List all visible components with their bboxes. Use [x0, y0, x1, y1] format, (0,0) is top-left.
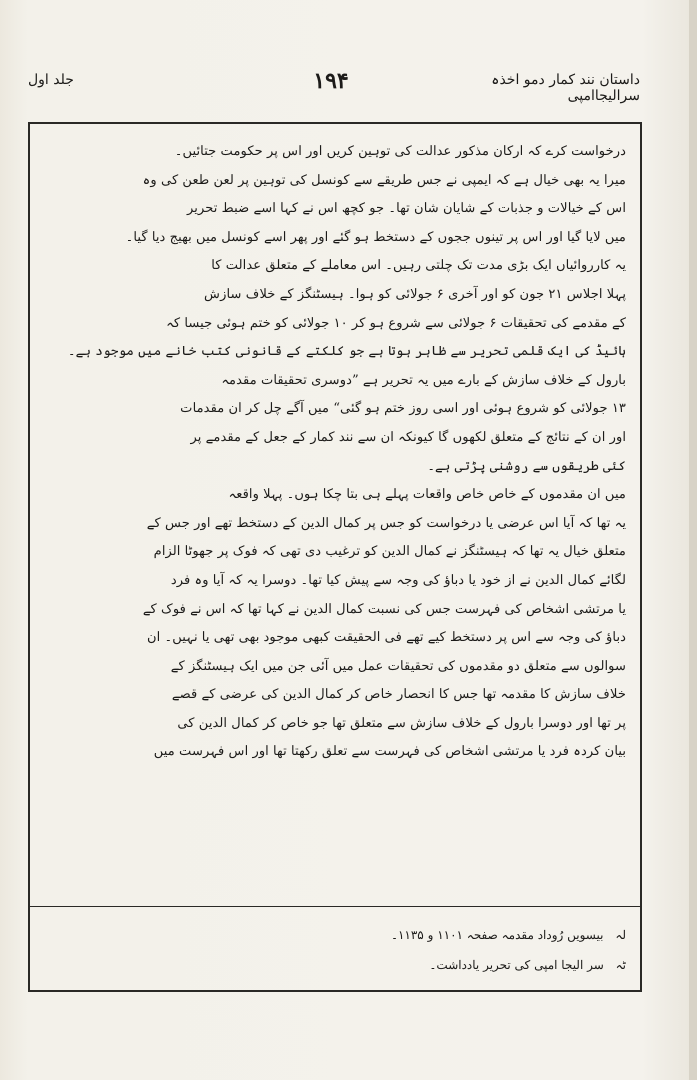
- text-line: پہلا اجلاس ۲۱ جون کو اور آخری ۶ جولائی کو ہوا۔ ہیسٹنگز کے خلاف سازش: [204, 286, 626, 302]
- running-title: داستان نند کمار دمو اخذہ سرالیجاامپی: [491, 72, 640, 104]
- text-frame: [28, 122, 642, 992]
- footnote-text: سر الیجا امپی کی تحریر یادداشت۔: [429, 958, 604, 972]
- footnotes: [44, 920, 626, 980]
- text-line: متعلق خیال یہ تھا کہ ہیسٹنگز نے کمال الدین کو ترغیب دی تھی کہ فوک پر جھوٹا الزام: [153, 544, 626, 560]
- volume-label: جلد اول: [28, 72, 74, 88]
- text-line: ۱۳ جولائی کو شروع ہوئی اور اسی روز ختم ہو گئی“ میں آگے چل کر ان مقدمات: [180, 401, 626, 417]
- text-line: میں ان مقدموں کے خاص خاص واقعات پہلے ہی بتا چکا ہوں۔ پہلا واقعہ: [228, 487, 626, 503]
- text-line: کئی طریقوں سے روشنی پڑتی ہے۔: [427, 458, 626, 474]
- text-line: ہائیڈ کی ایک قلمی تحریر سے ظاہر ہوتا ہے جو کلکتے کے قانونی کتب خانے میں موجود ہے۔: [67, 344, 626, 360]
- page-header: [28, 68, 640, 108]
- footnote: [44, 950, 626, 980]
- footnote-mark: ٹہ: [615, 958, 626, 972]
- text-line: اس کے خیالات و جذبات کے شایان شان تھا۔ جو کچھ اس نے کہا اسے ضبط تحریر: [187, 201, 626, 217]
- text-line: بارول کے خلاف سازش کے بارے میں یہ تحریر ہے ”دوسری تحقیقات مقدمہ: [221, 372, 626, 388]
- text-line: دباؤ کی وجہ سے اس پر دستخط کیے تھے فی الحقیقت کبھی موجود بھی تھی یا نہیں۔ ان: [146, 630, 626, 646]
- footnote: [44, 920, 626, 950]
- text-line: میرا یہ بھی خیال ہے کہ ایمپی نے جس طریقے سے کونسل کی توہین پر لعن طعن کی وہ: [142, 172, 626, 188]
- footnote-text: بیسویں رُوداد مقدمہ صفحہ ۱۱۰۱ و ۱۱۳۵۔: [390, 928, 604, 942]
- text-line: یہ تھا کہ آیا اس عرضی یا درخواست کو جس پر کمال الدین کے دستخط تھے اور جس کے: [146, 515, 626, 531]
- text-line: لگائے کمال الدین نے از خود یا دباؤ کی وجہ سے پیش کیا تھا۔ دوسرا یہ کہ آیا وہ فرد: [170, 572, 626, 588]
- text-line: پر تھا اور دوسرا بارول کے خلاف سازش سے متعلق تھا جو خاص کر کمال الدین کی: [177, 715, 626, 731]
- text-line: میں لایا گیا اور اس پر تینوں ججوں کے دستخط ہو گئے اور پھر اسے کونسل میں بھیج دیا گیا۔: [125, 229, 626, 245]
- page-number: ۱۹۴: [313, 68, 349, 94]
- text-line: یہ کارروائیاں ایک بڑی مدت تک چلتی رہیں۔ اس معاملے کے متعلق عدالت کا: [211, 258, 626, 274]
- footnote-divider: [30, 906, 640, 907]
- text-line: بیان کردہ فرد یا مرتشی اشخاص کی فہرست سے تعلق رکھتا تھا اور اس فہرست میں: [153, 744, 626, 760]
- footnote-mark: لہ: [615, 928, 626, 942]
- text-line: اور ان کے نتائج کے متعلق لکھوں گا کیونکہ ان سے نند کمار کے جعل کے مقدمے پر: [190, 429, 626, 445]
- text-line: خلاف سازش کا مقدمہ تھا جس کا انحصار خاص کر کمال الدین کی عرضی کے قصے: [171, 687, 626, 703]
- text-line: کے مقدمے کی تحقیقات ۶ جولائی سے شروع ہو کر ۱۰ جولائی کو ختم ہوئی جیسا کہ: [166, 315, 626, 331]
- text-line: درخواست کرے کہ ارکان مذکور عدالت کی توہین کریں اور اس پر حکومت جتائیں۔: [174, 144, 626, 159]
- body-text: [44, 138, 626, 906]
- page-edge: [689, 0, 697, 1080]
- text-line: سوالوں سے متعلق دو مقدموں کی تحقیقات عمل میں آئی جن میں ایک ہیسٹنگز کے: [170, 658, 626, 674]
- text-line: یا مرتشی اشخاص کی فہرست جس کی نسبت کمال الدین نے کہا تھا کہ اس نے فوک کے: [142, 601, 626, 617]
